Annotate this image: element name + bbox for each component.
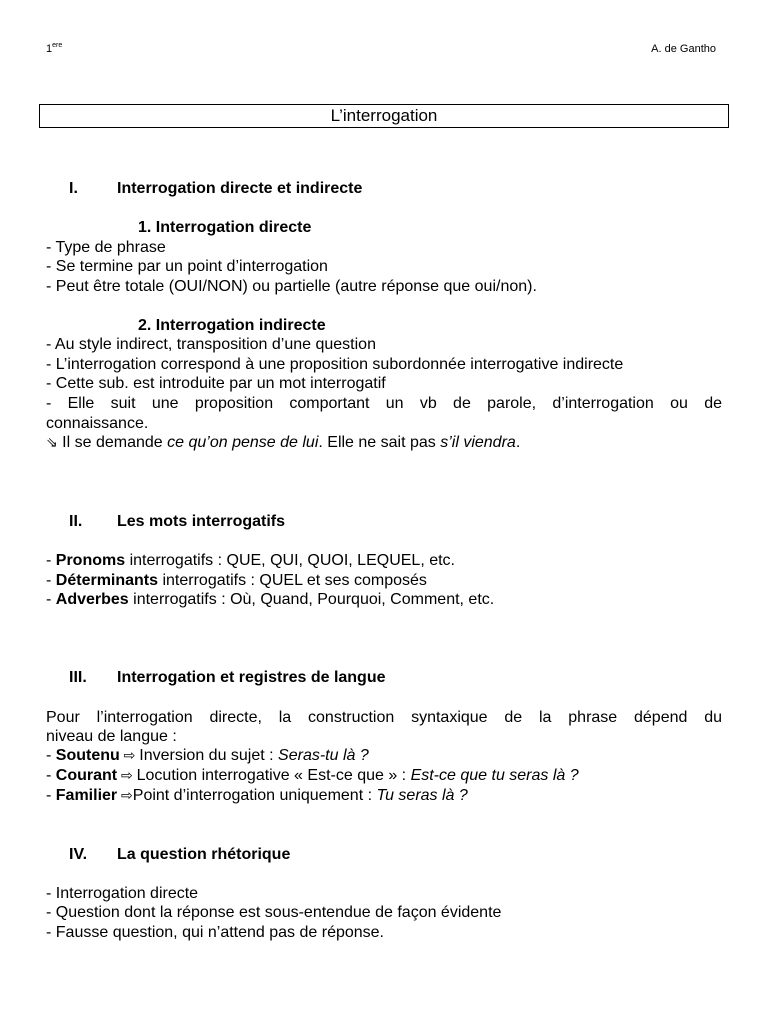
header-level-superscript: ere bbox=[52, 42, 63, 49]
dash: - bbox=[46, 747, 56, 764]
term-bold: Adverbes bbox=[55, 591, 129, 608]
list-item: - Au style indirect, transposition d’une question bbox=[46, 336, 376, 353]
arrow-icon: ⇘ bbox=[46, 434, 58, 450]
term-description: interrogatifs : QUE, QUI, QUOI, LEQUEL, etc. bbox=[125, 552, 455, 569]
example-italic: s’il viendra bbox=[440, 434, 516, 451]
header-author: A. de Gantho bbox=[651, 43, 716, 55]
term-bold: Déterminants bbox=[55, 572, 159, 589]
term-description: interrogatifs : QUEL et ses composés bbox=[158, 572, 427, 589]
dash: - bbox=[46, 787, 56, 804]
page-title: L’interrogation bbox=[39, 104, 729, 128]
example-italic: ce qu’on pense de lui bbox=[167, 434, 319, 451]
header-level-number: 1 bbox=[46, 43, 53, 55]
section-number: IV. bbox=[69, 846, 88, 863]
list-item-justified: - Elle suit une proposition comportant un vb de parole, d’interrogation ou de bbox=[46, 395, 722, 412]
paragraph-justified: Pour l’interrogation directe, la construction syntaxique de la phrase dépend du bbox=[46, 709, 722, 726]
list-item bbox=[46, 590, 494, 609]
section-title: Interrogation et registres de langue bbox=[117, 669, 386, 686]
arrow-right-icon: ⇨ bbox=[117, 767, 137, 783]
dash: - bbox=[46, 572, 56, 589]
list-item-continuation: connaissance. bbox=[46, 415, 149, 432]
term-bold: Pronoms bbox=[55, 552, 126, 569]
example-line bbox=[46, 433, 520, 452]
list-item: - Cette sub. est introduite par un mot interrogatif bbox=[46, 375, 386, 392]
header-level bbox=[46, 42, 62, 55]
example-text: . Elle ne sait pas bbox=[318, 434, 441, 451]
example-italic: Est-ce que tu seras là ? bbox=[410, 767, 579, 784]
list-item bbox=[46, 551, 455, 570]
section-number: III. bbox=[69, 669, 87, 686]
list-item: - Question dont la réponse est sous-entendue de façon évidente bbox=[46, 904, 502, 921]
term-description: Inversion du sujet : bbox=[139, 747, 279, 764]
list-item bbox=[46, 571, 427, 590]
list-item: - Se termine par un point d’interrogation bbox=[46, 258, 328, 275]
list-item bbox=[46, 766, 579, 785]
arrow-right-icon: ⇨ bbox=[119, 747, 140, 763]
list-item bbox=[46, 786, 468, 805]
example-italic: Seras-tu là ? bbox=[278, 747, 369, 764]
subsection-heading-1: 1. Interrogation directe bbox=[138, 219, 312, 236]
list-item: - Fausse question, qui n’attend pas de réponse. bbox=[46, 924, 384, 941]
dash: - bbox=[46, 767, 56, 784]
section-number: I. bbox=[69, 180, 78, 197]
term-description: Point d’interrogation uniquement : bbox=[132, 787, 377, 804]
term-description: Locution interrogative « Est-ce que » : bbox=[136, 767, 411, 784]
example-italic: Tu seras là ? bbox=[376, 787, 468, 804]
dash: - bbox=[46, 552, 56, 569]
subsection-heading-2: 2. Interrogation indirecte bbox=[138, 317, 326, 334]
term-description: interrogatifs : Où, Quand, Pourquoi, Comment, etc. bbox=[128, 591, 495, 608]
list-item: - Type de phrase bbox=[46, 239, 166, 256]
list-item: - Peut être totale (OUI/NON) ou partielle (autre réponse que oui/non). bbox=[46, 278, 537, 295]
section-title: Interrogation directe et indirecte bbox=[117, 180, 363, 197]
example-text: . bbox=[515, 434, 521, 451]
list-item bbox=[46, 746, 369, 765]
term-bold: Courant bbox=[55, 767, 118, 784]
term-bold: Soutenu bbox=[55, 747, 120, 764]
term-bold: Familier bbox=[55, 787, 118, 804]
section-title: Les mots interrogatifs bbox=[117, 513, 286, 530]
paragraph-continuation: niveau de langue : bbox=[46, 728, 177, 745]
example-text: Il se demande bbox=[57, 434, 168, 451]
dash: - bbox=[46, 591, 56, 608]
section-number: II. bbox=[69, 513, 83, 530]
arrow-right-icon: ⇨ bbox=[117, 787, 133, 803]
section-title: La question rhétorique bbox=[117, 846, 291, 863]
list-item: - L’interrogation correspond à une proposition subordonnée interrogative indirecte bbox=[46, 356, 624, 373]
list-item: - Interrogation directe bbox=[46, 885, 199, 902]
